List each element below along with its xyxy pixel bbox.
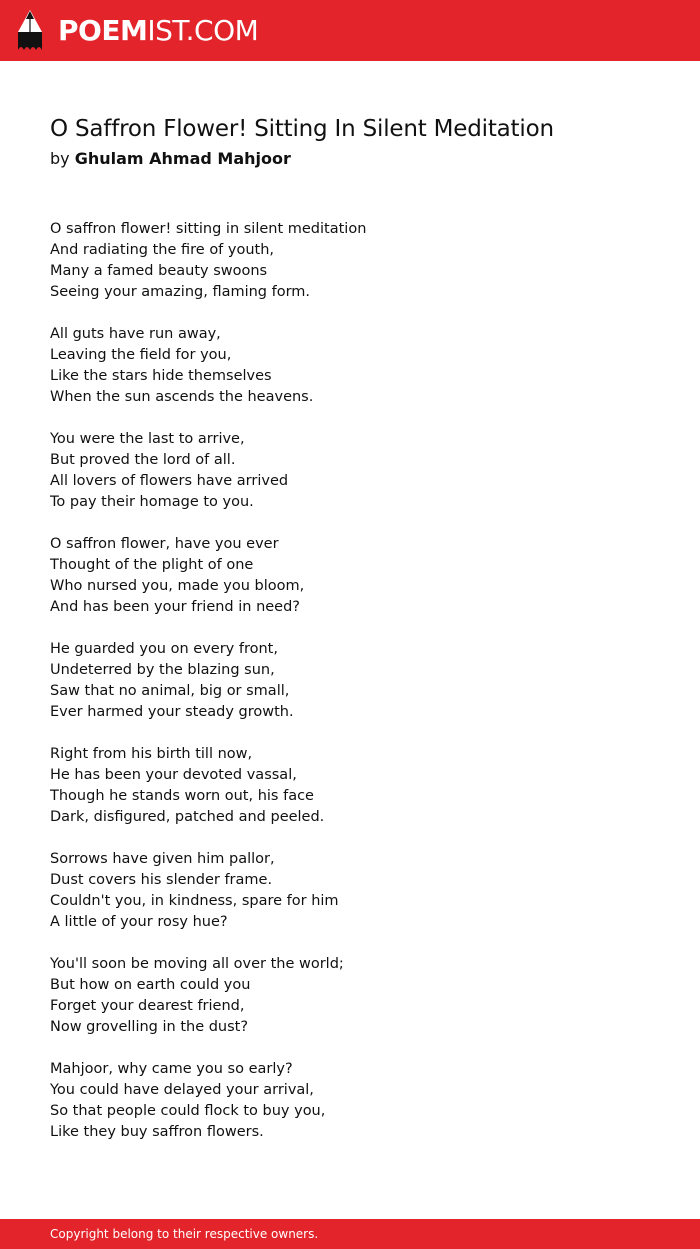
poem-line: Seeing your amazing, flaming form.: [50, 284, 311, 300]
site-footer: [0, 1219, 700, 1249]
pencil-tip-icon: [16, 10, 44, 52]
poem-title: O Saffron Flower! Sitting In Silent Meditation: [50, 116, 554, 142]
poem-line: Dark, disfigured, patched and peeled.: [50, 809, 325, 825]
poem-line: Couldn't you, in kindness, spare for him: [50, 893, 339, 909]
poem-line: Like the stars hide themselves: [50, 368, 272, 384]
poem-line: Mahjoor, why came you so early?: [50, 1061, 293, 1077]
poem-stanza: [50, 324, 650, 408]
poem-line: Like they buy saffron flowers.: [50, 1124, 264, 1140]
poem-line: Though he stands worn out, his face: [50, 788, 314, 804]
poem-line: But how on earth could you: [50, 977, 251, 993]
site-logo-link[interactable]: [16, 9, 258, 53]
poem-line: Thought of the plight of one: [50, 557, 254, 573]
poem-line: Sorrows have given him pallor,: [50, 851, 275, 867]
poem-stanza: [50, 639, 650, 723]
poem-line: He has been your devoted vassal,: [50, 767, 297, 783]
poem-stanza: [50, 849, 650, 933]
logo-text-light: IST.COM: [147, 14, 259, 47]
poem-byline: [50, 149, 291, 168]
poem-stanza: [50, 219, 650, 303]
poem-line: O saffron flower, have you ever: [50, 536, 279, 552]
poem-line: So that people could flock to buy you,: [50, 1103, 326, 1119]
by-label: by: [50, 149, 70, 168]
poem-line: Saw that no animal, big or small,: [50, 683, 290, 699]
poem-line: O saffron flower! sitting in silent meditation: [50, 221, 367, 237]
poem-line: You were the last to arrive,: [50, 431, 245, 447]
poem-stanza: [50, 744, 650, 828]
poem-line: When the sun ascends the heavens.: [50, 389, 314, 405]
poem-stanza: [50, 429, 650, 513]
site-logo-text: [58, 14, 259, 47]
footer-copyright: Copyright belong to their respective owners.: [50, 1227, 319, 1241]
poem-line: Now grovelling in the dust?: [50, 1019, 249, 1035]
poem-line: Dust covers his slender frame.: [50, 872, 273, 888]
poem-line: All lovers of flowers have arrived: [50, 473, 289, 489]
poem-line: Who nursed you, made you bloom,: [50, 578, 305, 594]
logo-text-bold: POEM: [58, 14, 148, 47]
poem-line: To pay their homage to you.: [50, 494, 254, 510]
poem-stanza: [50, 954, 650, 1038]
poem-body: [50, 219, 650, 1164]
poem-line: Forget your dearest friend,: [50, 998, 245, 1014]
site-header: [0, 0, 700, 61]
poem-line: He guarded you on every front,: [50, 641, 278, 657]
poem-line: Leaving the field for you,: [50, 347, 232, 363]
poem-line: Right from his birth till now,: [50, 746, 253, 762]
poem-line: You could have delayed your arrival,: [50, 1082, 314, 1098]
poem-line: A little of your rosy hue?: [50, 914, 228, 930]
poem-line: Many a famed beauty swoons: [50, 263, 268, 279]
poem-line: Ever harmed your steady growth.: [50, 704, 294, 720]
poem-line: And radiating the fire of youth,: [50, 242, 275, 258]
poem-stanza: [50, 1059, 650, 1143]
poem-stanza: [50, 534, 650, 618]
poem-line: But proved the lord of all.: [50, 452, 236, 468]
poem-line: You'll soon be moving all over the world;: [50, 956, 344, 972]
poem-line: And has been your friend in need?: [50, 599, 300, 615]
poem-line: All guts have run away,: [50, 326, 221, 342]
poem-author: Ghulam Ahmad Mahjoor: [74, 149, 291, 168]
poem-line: Undeterred by the blazing sun,: [50, 662, 275, 678]
